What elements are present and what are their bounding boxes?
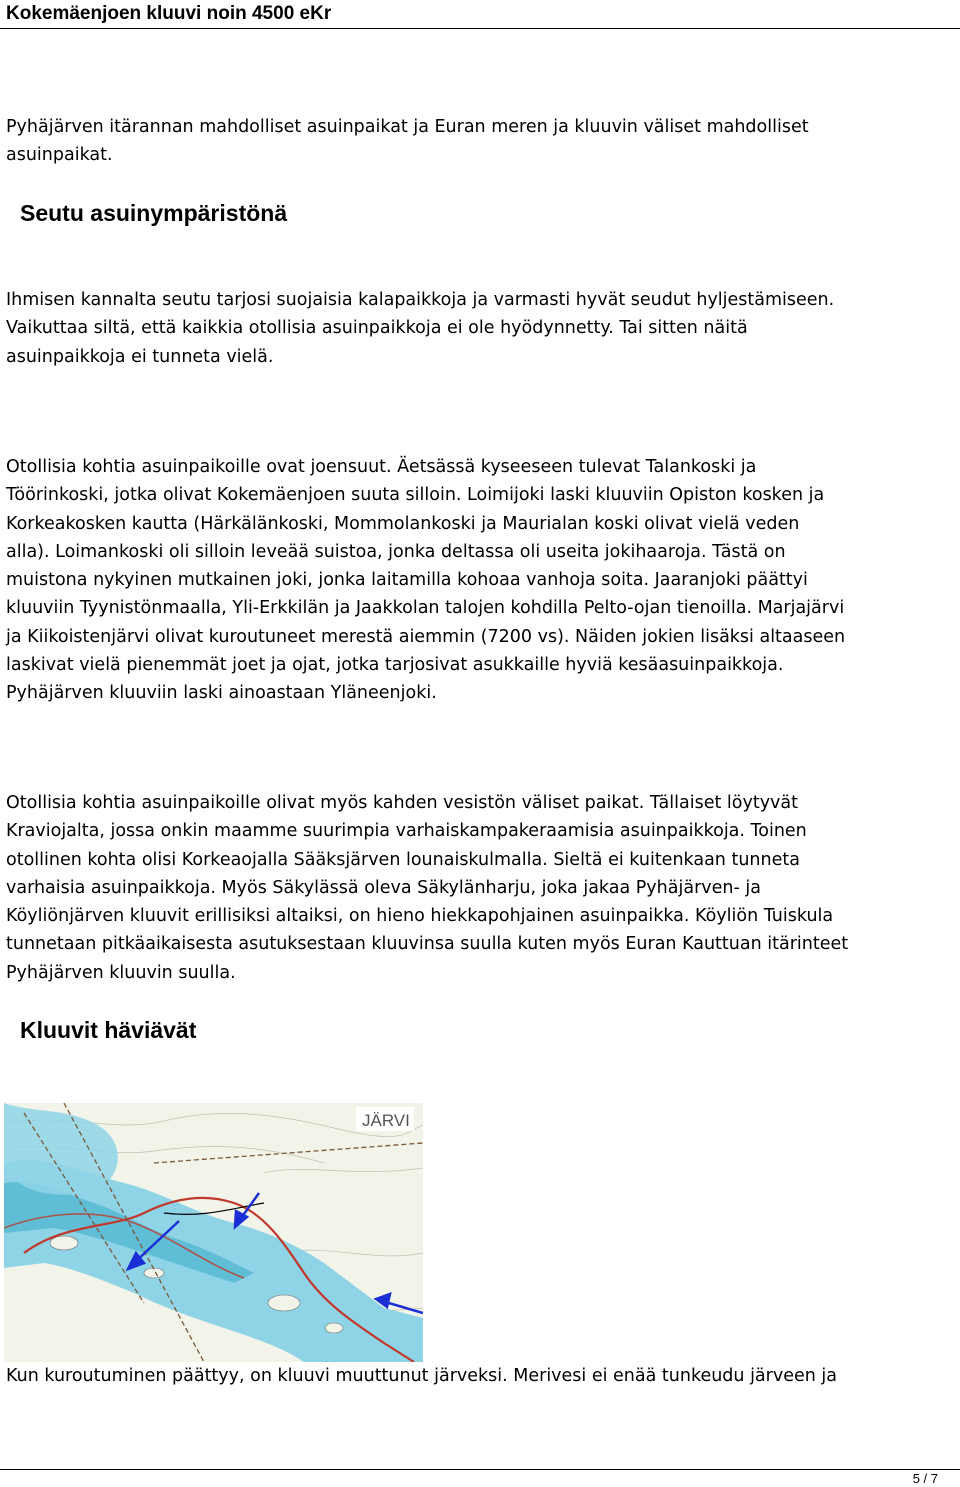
paragraph-line: asuinpaikkoja ei tunneta vielä. (6, 346, 274, 367)
paragraph-line: Pyhäjärven itärannan mahdolliset asuinpaikat ja Euran meren ja kluuvin väliset mahdolliset (6, 117, 809, 137)
paragraph-otollisia (6, 453, 956, 708)
section-heading-kluuvit: Kluuvit häviävät (20, 1017, 197, 1043)
paragraph-line: Töörinkoski, jotka olivat Kokemäenjoen suuta silloin. Loimijoki laski kluuviin Opiston kosken ja (6, 485, 825, 506)
map-label-jarvi: JÄRVI (362, 1111, 410, 1130)
header-divider (0, 28, 960, 29)
paragraph-line: otollinen kohta olisi Korkeaojalla Sääksjärven lounaiskulmalla. Sieltä ei kuitenkaan tunneta (6, 849, 800, 870)
map-graphic (4, 1103, 423, 1362)
section-heading-seutu: Seutu asuinympäristönä (20, 200, 288, 226)
paragraph-line: alla). Loimankoski oli silloin leveää suistoa, jonka deltassa oli useita jokihaaroja. Tästä on (6, 541, 786, 562)
paragraph-line: kluuviin Tyynistönmaalla, Yli-Erkkilän ja Jaakkolan talojen kohdilla Pelto-ojan tienoilla. Marjajärvi (6, 598, 845, 619)
paragraph-line: Pyhäjärven kluuviin laski ainoastaan Yläneenjoki. (6, 683, 437, 704)
topographic-map-image (4, 1103, 423, 1362)
paragraph-line: Köyliönjärven kluuvit erillisiksi altaiksi, on hieno hiekkapohjainen asuinpaikka. Köyliön Tuiskula (6, 906, 834, 927)
paragraph-line: varhaisia asuinpaikkoja. Myös Säkylässä oleva Säkylänharju, joka jakaa Pyhäjärven- ja (6, 877, 761, 898)
paragraph-intro (6, 113, 956, 170)
paragraph-line: Otollisia kohtia asuinpaikoille ovat joensuut. Äetsässä kyseeseen tulevat Talankoski ja (6, 457, 757, 477)
paragraph-vesisto (6, 789, 956, 987)
paragraph-line: Otollisia kohtia asuinpaikoille olivat myös kahden vesistön väliset paikat. Tällaiset löytyvät (6, 793, 798, 813)
paragraph-line: Pyhäjärven kluuvin suulla. (6, 962, 236, 983)
paragraph-line: Vaikuttaa siltä, että kaikkia otollisia asuinpaikkoja ei ole hyödynnetty. Tai sitten näitä (6, 318, 748, 339)
paragraph-last (6, 1362, 956, 1390)
paragraph-line: Kraviojalta, jossa onkin maamme suurimpia varhaiskampakeraamisia asuinpaikkoja. Toinen (6, 821, 807, 842)
paragraph-seutu (6, 286, 956, 371)
paragraph-line: Ihmisen kannalta seutu tarjosi suojaisia kalapaikkoja ja varmasti hyvät seudut hyljestämiseen. (6, 290, 835, 310)
paragraph-line: tunnetaan pitkäaikaisesta asutuksestaan kluuvinsa suulla kuten myös Euran Kauttuan itärinteet (6, 934, 849, 955)
page-number: 5 / 7 (912, 1471, 938, 1486)
document-title: Kokemäenjoen kluuvi noin 4500 eKr (6, 3, 332, 24)
paragraph-line: asuinpaikat. (6, 145, 113, 166)
paragraph-line: Kun kuroutuminen päättyy, on kluuvi muuttunut järveksi. Merivesi ei enää tunkeudu järveen ja (6, 1366, 837, 1386)
paragraph-line: laskivat vielä pienemmät joet ja ojat, jotka tarjosivat asukkaille hyviä kesäasuinpaikkoja. (6, 655, 784, 676)
paragraph-line: muistona nykyinen mutkainen joki, jonka laitamilla kohoaa vanhoja soita. Jaaranjoki päättyi (6, 570, 808, 591)
footer-divider (0, 1469, 960, 1470)
paragraph-line: Korkeakosken kautta (Härkälänkoski, Mommolankoski ja Maurialan koski olivat vielä veden (6, 513, 800, 534)
paragraph-line: ja Kiikoistenjärvi olivat kuroutuneet merestä aiemmin (7200 vs). Näiden jokien lisäksi altaaseen (6, 626, 846, 647)
